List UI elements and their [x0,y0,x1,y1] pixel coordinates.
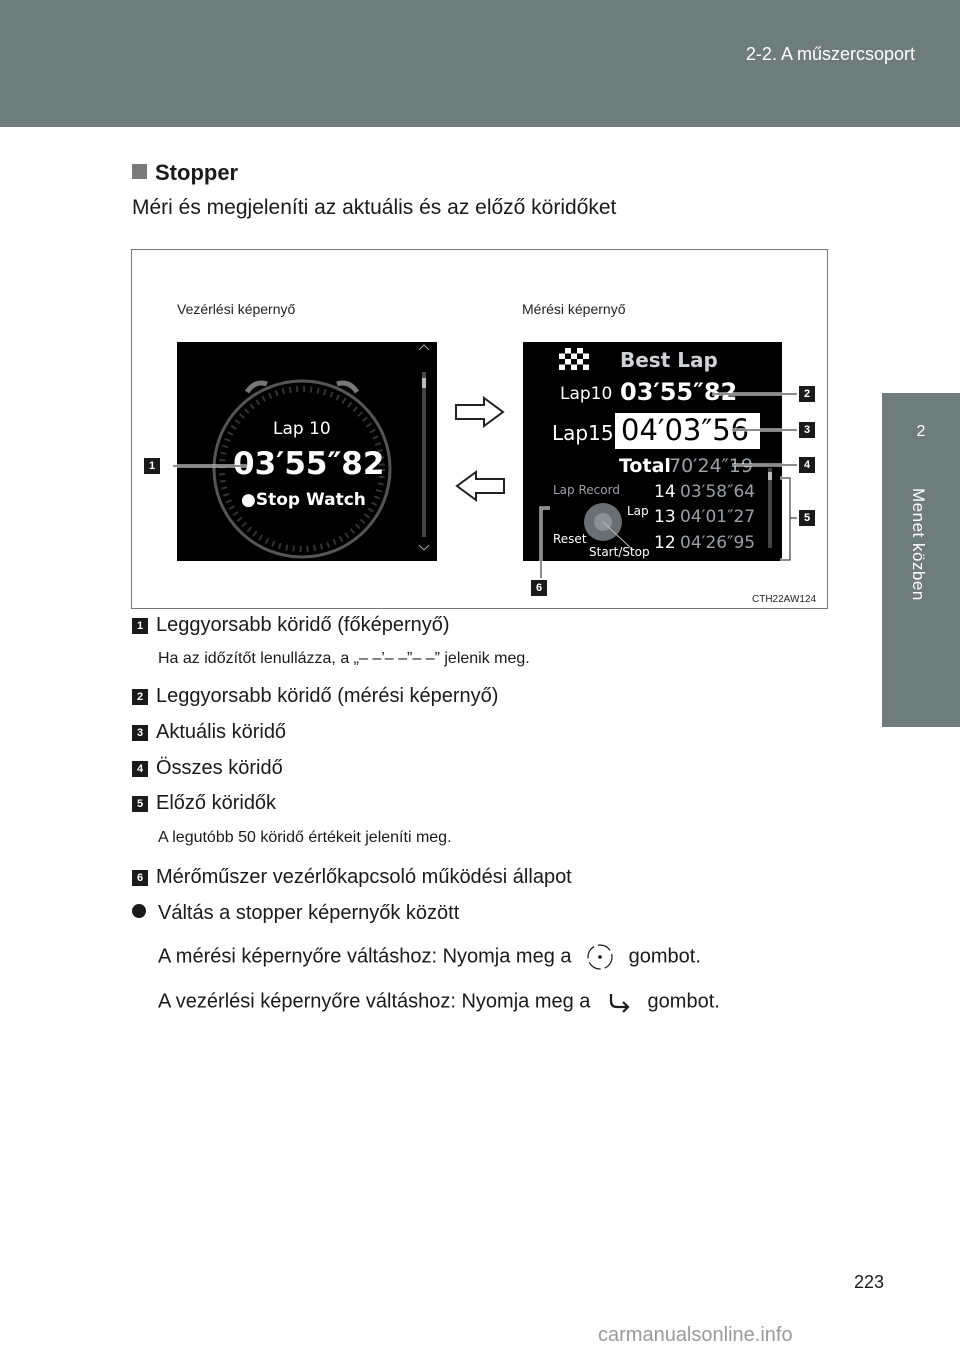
enter-button-icon [583,944,617,970]
section-square-icon [132,164,147,179]
item-number: 6 [132,870,148,886]
measure-screen-caption: Mérési képernyő [522,301,626,317]
chapter-number: 2 [916,423,926,440]
total-time: 70′24″19 [669,455,753,477]
watermark: carmanualsonline.info [598,1324,793,1346]
item-number: 3 [132,725,148,741]
record-lap: 13 [654,507,676,527]
badge-3: 3 [799,422,815,438]
chapter-label: Menet közben [909,488,928,601]
section-intro: Méri és megjeleníti az aktuális és az előző köridőket [132,196,617,219]
leader-lines [132,250,827,608]
badge-1: 1 [144,458,160,474]
instruction-text: A mérési képernyőre váltáshoz: Nyomja meg a [158,945,572,968]
control-lap-label: Lap 10 [273,419,331,439]
section-breadcrumb: 2-2. A műszercsoport [745,44,915,64]
item-note: A legutóbb 50 köridő értékeit jeleníti meg. [158,829,452,846]
badge-2: 2 [799,386,815,402]
instruction-line [158,989,720,1015]
control-mode-label: ●Stop Watch [241,490,366,510]
control-screen-caption: Vezérlési képernyő [177,301,296,317]
list-item [132,792,276,815]
badge-6: 6 [531,580,547,596]
instruction-text: A vezérlési képernyőre váltáshoz: Nyomja meg a [158,990,591,1013]
current-lap-label: Lap15 [552,421,614,445]
record-time: 04′01″27 [680,507,756,527]
bullet-item [132,902,459,925]
best-lap-label: Lap10 [560,384,613,404]
item-text: Mérőműszer vezérlőkapcsoló működési állapot [156,866,572,888]
bullet-title: Váltás a stopper képernyők között [158,902,460,924]
ctrl-lap-label: Lap [627,504,649,518]
record-lap: 14 [654,482,676,502]
lap-record-label: Lap Record [553,483,620,497]
instruction-text: gombot. [628,945,701,968]
ctrl-startstop-label: Start/Stop [589,545,650,559]
instruction-text: gombot. [647,990,720,1013]
best-lap-title: Best Lap [620,348,718,372]
list-item [132,721,286,744]
current-lap-time: 04′03″56 [621,413,750,447]
item-note: Ha az időzítőt lenullázza, a „– –’– –”– –” jelenik meg. [158,650,530,667]
instruction-line [158,944,701,970]
ctrl-reset-label: Reset [553,532,587,546]
item-number: 2 [132,689,148,705]
item-text: Aktuális köridő [156,721,287,743]
item-number: 5 [132,796,148,812]
list-item [132,866,572,889]
page-header [0,0,960,127]
list-item [132,685,498,708]
stopwatch-figure [131,249,828,609]
figure-code: CTH22AW124 [752,594,817,605]
record-lap: 12 [654,533,676,553]
list-item [132,614,450,637]
item-text: Előző köridők [156,792,277,814]
chapter-tab [882,393,960,727]
best-lap-time: 03′55″82 [620,378,738,406]
item-text: Összes köridő [156,757,283,779]
item-number: 1 [132,618,148,634]
item-text: Leggyorsabb köridő (főképernyő) [156,614,450,636]
item-text: Leggyorsabb köridő (mérési képernyő) [156,685,499,707]
total-label: Total [619,455,671,477]
control-best-time: 03′55″82 [233,446,385,482]
list-item [132,757,283,780]
section-title [132,160,238,186]
badge-5: 5 [799,510,815,526]
record-time: 03′58″64 [680,482,756,502]
badge-4: 4 [799,457,815,473]
section-title-text: Stopper [155,160,239,185]
record-time: 04′26″95 [680,533,756,553]
page-number: 223 [853,1272,884,1292]
back-button-icon [602,989,636,1015]
bullet-dot-icon [132,904,146,918]
item-number: 4 [132,761,148,777]
